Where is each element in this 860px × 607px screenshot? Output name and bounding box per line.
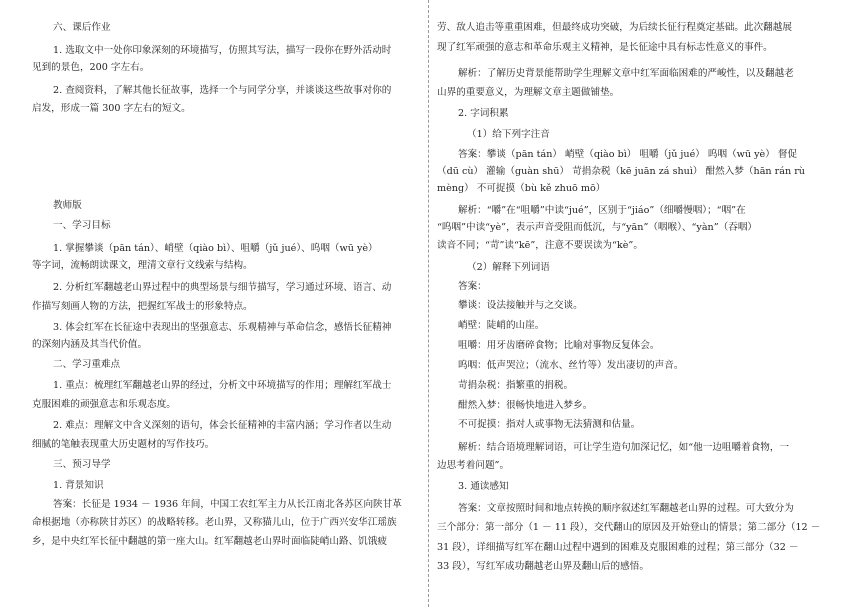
left_column-line: 命根据地（亦称陕甘苏区）的战略转移。老山界，又称猫儿山，位于广西兴安华江瑶族 bbox=[32, 517, 397, 528]
left_column-line: 细腻的笔触表现重大历史题材的写作技巧。 bbox=[32, 439, 215, 450]
right_column-line: 2. 字词积累 bbox=[458, 108, 509, 119]
left_column-line: 作描写刻画人物的方法，把握红军战士的形象特点。 bbox=[32, 301, 253, 312]
right_column-line: 不可捉摸：指对人或事物无法猜测和估量。 bbox=[458, 419, 641, 430]
right_column-line: 劳、敌人追击等重重困难，但最终成功突破，为后续长征行程奠定基础。此次翻越展 bbox=[437, 22, 792, 33]
left_column-line: 克服困难的顽强意志和乐观态度。 bbox=[32, 399, 176, 410]
right_column-line: 33 段），写红军成功翻越老山界及翻山后的感悟。 bbox=[437, 561, 649, 572]
left_column-line: 启发，形成一篇 300 字左右的短文。 bbox=[32, 103, 191, 114]
left_column-line: 教师版 bbox=[53, 200, 82, 211]
right_column-line: 读音不同；“苛”读“kē”，注意不要误读为“kè”。 bbox=[437, 240, 643, 251]
right_column-line: 峭壁：陡峭的山崖。 bbox=[458, 320, 545, 331]
right_column-line: “呜咽”中读“yè”，表示声音受阻而低沉，与“yān”（咽喉）、“yàn”（吞咽） bbox=[437, 222, 758, 233]
right_column-line: 答案：攀谈（pān tán） 峭壁（qiào bì） 咀嚼（jǔ jué） 呜咽（wū yè） 督促 bbox=[458, 149, 798, 160]
column-divider bbox=[428, 0, 429, 607]
left_column-line: 2. 分析红军翻越老山界过程中的典型场景与细节描写，学习通过环境、语言、动 bbox=[53, 282, 392, 293]
right_column-line: mèng） 不可捉摸（bù kě zhuō mō） bbox=[437, 183, 606, 194]
right_column-line: 现了红军顽强的意志和革命乐观主义精神，是长征途中具有标志性意义的事件。 bbox=[437, 42, 773, 53]
right_column-line: 攀谈：设法接触并与之交谈。 bbox=[458, 300, 583, 311]
right_column-line: 答案：文章按照时间和地点转换的顺序叙述红军翻越老山界的过程。可大致分为 bbox=[458, 503, 794, 514]
right_column-line: 解析：结合语境理解词语，可让学生造句加深记忆，如“他一边咀嚼着食物，一 bbox=[458, 442, 790, 453]
left_column-line: 1. 背景知识 bbox=[53, 480, 104, 491]
left_column-line: 1. 重点：梳理红军翻越老山界的经过，分析文中环境描写的作用；理解红军战士 bbox=[53, 380, 392, 391]
right_column-line: 酣然入梦：很畅快地进入梦乡。 bbox=[458, 400, 593, 411]
left_column-line: 等字词，流畅朗读课文，理清文章行文线索与结构。 bbox=[32, 260, 253, 271]
left_column-line: 六、课后作业 bbox=[53, 22, 111, 33]
left_column-line: 的深刻内涵及其当代价值。 bbox=[32, 339, 148, 350]
left_column-line: 2. 查阅资料，了解其他长征故事，选择一个与同学分享，并谈谈这些故事对你的 bbox=[53, 85, 392, 96]
left_column-line: 乡，是中央红军长征中翻越的第一座大山。红军翻越老山界时面临陡峭山路、饥饿疲 bbox=[32, 536, 387, 547]
left_column-line: 3. 体会红军在长征途中表现出的坚强意志、乐观精神与革命信念，感悟长征精神 bbox=[53, 322, 392, 333]
right_column-line: 答案： bbox=[458, 281, 487, 292]
right_column-line: 三个部分：第一部分（1 － 11 段），交代翻山的原因及开始登山的情景；第二部分（12 － bbox=[437, 522, 821, 533]
left_column-line: 1. 掌握攀谈（pān tán）、峭壁（qiào bì）、咀嚼（jǔ jué）、呜咽（wū yè） bbox=[53, 243, 378, 254]
right_column-line: 31 段），详细描写红军在翻山过程中遇到的困难及克服困难的过程；第三部分（32 － bbox=[437, 542, 799, 553]
right_column-line: 边思考着问题”。 bbox=[437, 460, 510, 471]
right_column-line: 解析：了解历史背景能帮助学生理解文章中红军面临困难的严峻性，以及翻越老 bbox=[458, 68, 794, 79]
right_column-line: 3. 通读感知 bbox=[458, 481, 509, 492]
left_column-line: 答案：长征是 1934 － 1936 年间，中国工农红军主力从长江南北各苏区向陕甘革 bbox=[53, 499, 402, 510]
right_column-line: 咀嚼：用牙齿磨碎食物；比喻对事物反复体会。 bbox=[458, 340, 660, 351]
right_column-line: 呜咽：低声哭泣；（流水、丝竹等）发出凄切的声音。 bbox=[458, 360, 684, 371]
left_column-line: 见到的景色，200 字左右。 bbox=[32, 62, 150, 73]
right_column-line: （1）给下列字注音 bbox=[467, 129, 550, 140]
right_column-line: （2）解释下列词语 bbox=[467, 262, 550, 273]
left_column-line: 二、学习重难点 bbox=[53, 359, 121, 370]
left_column-line: 三、预习导学 bbox=[53, 459, 111, 470]
left_column-line: 一、学习目标 bbox=[53, 220, 111, 231]
right_column-line: 苛捐杂税：指繁重的捐税。 bbox=[458, 380, 574, 391]
left_column-line: 1. 选取文中一处你印象深刻的环境描写，仿照其写法，描写一段你在野外活动时 bbox=[53, 45, 392, 56]
right_column-line: 解析：“嚼”在“咀嚼”中读“jué”，区别于“jiáo”（细嚼慢咽）；“咽”在 bbox=[458, 205, 746, 216]
right_column-line: 山界的重要意义，为理解文章主题做铺垫。 bbox=[437, 87, 620, 98]
left_column-line: 2. 难点：理解文中含义深刻的语句，体会长征精神的丰富内涵；学习作者以生动 bbox=[53, 420, 392, 431]
right_column-line: （dū cù） 灌输（guàn shū） 苛捐杂税（kē juān zá shuì） 酣然入梦（hān rán rù bbox=[437, 166, 805, 177]
